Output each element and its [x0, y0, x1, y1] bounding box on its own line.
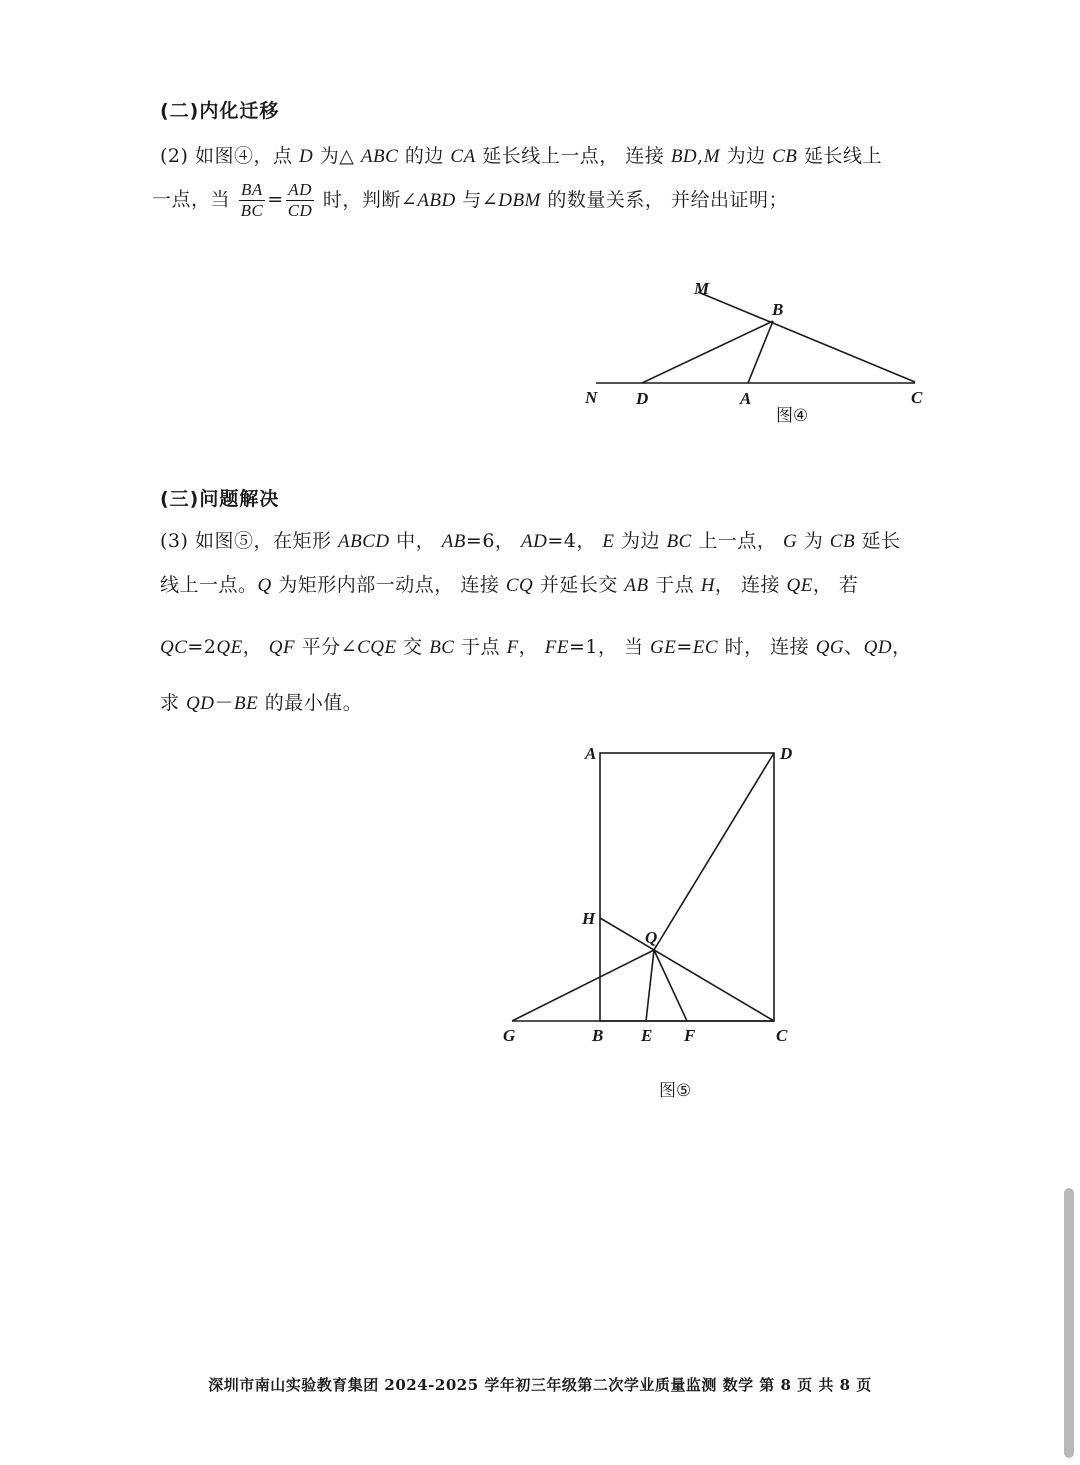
text-run: =6， [465, 530, 521, 552]
text-run: 为边 [720, 145, 773, 167]
segment-db [642, 321, 773, 383]
text-run: 于点 [454, 636, 507, 658]
math-symbol: BC [429, 637, 455, 658]
math-symbol: DBM [498, 189, 541, 211]
math-symbol: AB [624, 575, 649, 596]
text-run: 为 [797, 530, 830, 552]
text-run: 延长 [855, 530, 901, 552]
text-run: 上一点， [691, 530, 783, 552]
label-f: F [684, 1026, 696, 1045]
text-run: =2 [187, 636, 217, 658]
math-symbol: BC [666, 531, 692, 552]
math-symbol: ABCD [338, 531, 390, 552]
math-symbol: CQE [357, 637, 397, 658]
math-symbol: G [782, 531, 798, 552]
label-h: H [582, 909, 596, 928]
figure-5 [490, 735, 810, 1055]
text-run: 线上一点。 [160, 574, 258, 596]
text-run: ， [892, 636, 912, 658]
math-symbol: FE [544, 637, 569, 658]
label-c: C [911, 388, 923, 407]
math-symbol: ABC [360, 146, 399, 167]
math-symbol: D [299, 146, 314, 167]
text-run: 的边 [398, 145, 451, 167]
text-run: 并延长交 [533, 574, 625, 596]
text-run: 延长线上一点， 连接 [475, 145, 671, 167]
math-symbol: BE [234, 693, 259, 714]
math-symbol: GE [650, 637, 677, 658]
text-run: 为矩形内部一动点， 连接 [271, 574, 506, 596]
text-run: ， 连接 [714, 574, 787, 596]
page-footer: 深圳市南山实验教育集团 2024-2025 学年初三年级第二次学业质量监测 数学 第 8 页 共 8 页 [208, 1376, 872, 1394]
math-symbol: BD [670, 146, 698, 167]
text-run: 延长线上 [797, 145, 882, 167]
math-symbol: ABD [417, 189, 456, 211]
text-run: 时， 连接 [718, 636, 816, 658]
frac2-denominator: CD [287, 201, 313, 220]
label-d: D [636, 389, 649, 408]
math-symbol: E [602, 531, 615, 552]
figure-4 [570, 270, 940, 410]
label-d5: D [780, 744, 793, 763]
line-mc [698, 292, 915, 382]
equals-sign: = [267, 188, 284, 211]
text-run: 交 [396, 636, 430, 658]
figure-4-caption: 图④ [776, 406, 809, 426]
fraction-ad-cd [286, 180, 315, 221]
segment-hc [600, 918, 774, 1021]
q2-line2-post [323, 189, 788, 211]
text-run: 中， [389, 530, 442, 552]
text-run: (2) 如图④，点 [160, 145, 299, 167]
label-e: E [641, 1026, 653, 1045]
text-run: 时，判断∠ [322, 188, 418, 211]
label-q: Q [645, 928, 658, 947]
math-symbol: QD [186, 693, 215, 714]
frac1-numerator: BA [239, 180, 266, 201]
text-run: 的数量关系， 并给出证明； [540, 188, 788, 211]
text-run: (3) 如图⑤，在矩形 [160, 530, 338, 552]
text-run: = [676, 636, 693, 658]
text-run: 求 [160, 692, 187, 714]
label-b: B [772, 300, 784, 319]
math-symbol: CA [450, 146, 476, 167]
segment-qg [512, 950, 654, 1021]
math-symbol: M [703, 146, 721, 167]
text-run: 为△ [313, 145, 361, 167]
segment-qe [646, 950, 654, 1021]
math-symbol: QE [786, 575, 813, 596]
label-n: N [585, 388, 598, 407]
text-run: ， [242, 636, 269, 658]
label-a5: A [585, 744, 597, 763]
q3-line1 [160, 526, 901, 553]
text-run: , [697, 145, 704, 167]
frac1-denominator: BC [240, 201, 264, 220]
text-run: ， [518, 636, 545, 658]
text-run: 与∠ [455, 188, 499, 211]
math-symbol: H [700, 575, 715, 596]
text-run: 的最小值。 [258, 692, 363, 714]
math-symbol: AD [520, 531, 548, 552]
q3-line2 [160, 570, 858, 597]
label-a: A [740, 389, 752, 408]
math-symbol: QF [268, 637, 296, 658]
q2-line2-pre: 一点，当 [152, 188, 231, 211]
text-run: 平分∠ [295, 636, 358, 658]
math-symbol: AB [441, 531, 466, 552]
text-run: 于点 [648, 574, 701, 596]
fraction-ba-bc [239, 180, 266, 221]
label-c5: C [776, 1026, 788, 1045]
math-symbol: EC [692, 637, 719, 658]
math-symbol: Q [257, 575, 272, 596]
math-symbol: QC [160, 637, 188, 658]
math-symbol: CB [772, 146, 798, 167]
q2-line2 [152, 180, 788, 221]
rectangle-abcd [600, 753, 774, 1021]
math-symbol: QG [815, 637, 845, 658]
text-run: =1， 当 [568, 636, 651, 658]
math-symbol: QD [863, 637, 893, 658]
section2-heading: (二)内化迁移 [160, 100, 280, 122]
q2-line1 [160, 141, 882, 168]
q3-line3 [160, 632, 912, 659]
section3-heading: (三)问题解决 [160, 488, 280, 510]
text-run: =4， [547, 530, 603, 552]
text-run: ， 若 [812, 574, 859, 596]
math-symbol: CQ [505, 575, 534, 596]
math-symbol: CB [829, 531, 856, 552]
text-run: 为边 [614, 530, 667, 552]
label-m: M [694, 279, 710, 298]
segment-qd [654, 753, 774, 950]
text-run: － [214, 692, 235, 714]
frac2-numerator: AD [286, 180, 315, 201]
label-b5: B [592, 1026, 604, 1045]
q3-line4 [160, 688, 362, 715]
scrollbar-thumb[interactable] [1064, 1188, 1074, 1458]
math-symbol: QE [216, 637, 243, 658]
label-g: G [503, 1026, 516, 1045]
figure-5-caption: 图⑤ [659, 1081, 692, 1101]
text-run: 、 [844, 636, 864, 658]
math-symbol: F [506, 637, 519, 658]
